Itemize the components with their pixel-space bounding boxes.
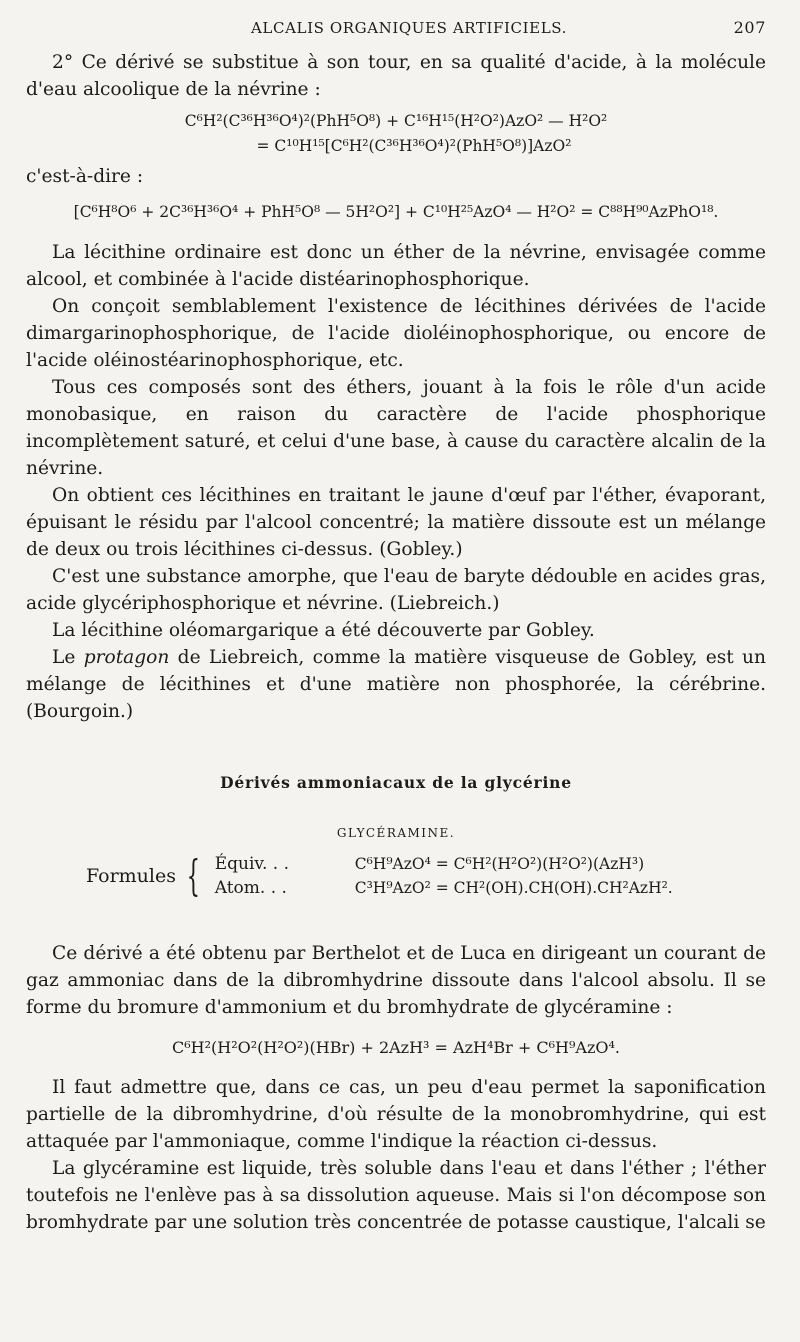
atom-label: Atom. . . — [214, 878, 287, 898]
running-header — [26, 18, 766, 37]
intro-paragraph: 2° Ce dérivé se substitue à son tour, en sa qualité d'acide, à la molécule d'eau alcoolique de la névrine : — [26, 52, 766, 100]
atom-formula: C³H⁹AzO² = CH²(OH).CH(OH).CH²AzH². — [354, 879, 673, 897]
paragraph: Tous ces composés sont des éthers, jouant à la fois le rôle d'un acide monobasique, en raison du caractère de l'acide phosphorique incomplètement saturé, et celui d'une base, à cause du caractère alcalin de la névrine. — [26, 377, 766, 479]
brace-glyph: { — [186, 851, 201, 900]
formules-rows — [215, 852, 673, 900]
paragraph: On conçoit semblablement l'existence de lécithines dérivées de l'acide dimargarinophosphorique, de l'acide dioléinophosphorique, ou encore de l'acide oléinostéarinophosphorique, etc. — [26, 296, 766, 371]
protagon-italic: protagon — [83, 647, 170, 668]
formula-2: [C⁶H⁸O⁶ + 2C³⁶H³⁶O⁴ + PhH⁵O⁸ — 5H²O²] + C¹⁰H²⁵AzO⁴ — H²O² = C⁸⁸H⁹⁰AzPhO¹⁸. — [73, 203, 719, 221]
formules-block — [86, 852, 766, 900]
formules-row-atom — [215, 876, 673, 900]
paragraph: La lécithine ordinaire est donc un éther de la névrine, envisagée comme alcool, et combinée à l'acide distéarinophosphorique. — [26, 242, 766, 290]
cest-a-dire: c'est-à-dire : — [26, 166, 144, 187]
header-title: ALCALIS ORGANIQUES ARTIFICIELS. — [251, 19, 567, 37]
document-page — [26, 18, 766, 1236]
formula-1-line-2: = C¹⁰H¹⁵[C⁶H²(C³⁶H³⁶O⁴)²(PhH⁵O⁸)]AzO² — [256, 137, 572, 155]
paragraph: La lécithine oléomargarique a été découverte par Gobley. — [52, 620, 595, 641]
section-title: Dérivés ammoniacaux de la glycérine — [220, 773, 572, 792]
formula-1-line-1: C⁶H²(C³⁶H³⁶O⁴)²(PhH⁵O⁸) + C¹⁶H¹⁵(H²O²)AzO² — H²O² — [184, 112, 608, 130]
final-paragraph: Il faut admettre que, dans ce cas, un peu d'eau permet la saponification partielle de la dibromhydrine, d'où résulte de la monobromhydrine, qui est attaquée par l'ammoniaque, comme l'indique la réaction ci-dessus. — [26, 1077, 766, 1152]
protagon-after: de Liebreich, comme la matière visqueuse de Gobley, est un mélange de lécithines et d'une matière non phosphorée, la cérébrine. (Bourgoin.) — [26, 647, 767, 722]
equiv-label: Équiv. . . — [214, 854, 290, 874]
formula-3: C⁶H²(H²O²(H²O²)(HBr) + 2AzH³ = AzH⁴Br + C⁶H⁹AzO⁴. — [171, 1038, 621, 1057]
protagon-before: Le — [52, 647, 84, 668]
subsection-title: GLYCÉRAMINE. — [336, 826, 456, 840]
formules-label: Formules — [86, 865, 176, 887]
berthelot-paragraph: Ce dérivé a été obtenu par Berthelot et de Luca en dirigeant un courant de gaz ammoniac dans de la dibromhydrine dissoute dans l'alcool absolu. Il se forme du bromure d'ammonium et du bromhydrate de glycéramine : — [26, 943, 766, 1018]
final-paragraph: La glycéramine est liquide, très soluble dans l'eau et dans l'éther ; l'éther toutefois ne l'enlève pas à sa dissolution aqueuse. Mais si l'on décompose son bromhydrate par une solution très concentrée de potasse caustique, l'alcali se — [26, 1158, 766, 1233]
formula-1 — [26, 109, 766, 159]
protagon-paragraph — [26, 644, 766, 725]
paragraph: On obtient ces lécithines en traitant le jaune d'œuf par l'éther, évaporant, épuisant le résidu par l'alcool concentré; la matière dissoute est un mélange de deux ou trois lécithines ci-dessus. (Gobley.) — [26, 485, 766, 560]
paragraph: C'est une substance amorphe, que l'eau de baryte dédouble en acides gras, acide glycériphosphorique et névrine. (Liebreich.) — [26, 566, 766, 614]
page-number: 207 — [733, 18, 766, 37]
formules-row-equiv — [215, 852, 673, 876]
equiv-formula: C⁶H⁹AzO⁴ = C⁶H²(H²O²)(H²O²)(AzH³) — [354, 855, 645, 873]
